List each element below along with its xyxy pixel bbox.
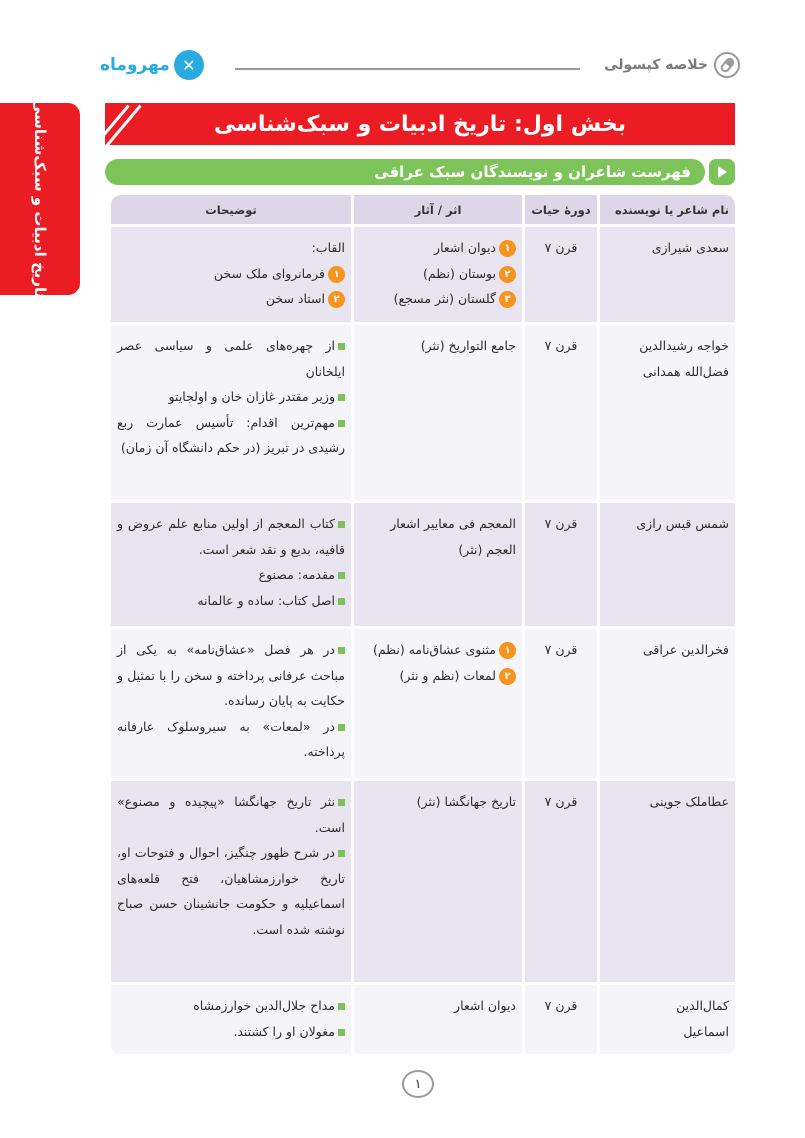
- subsection-title: فهرست شاعران و نویسندگان سبک عراقی: [374, 163, 691, 181]
- poet-name: خواجه رشیدالدین: [639, 338, 729, 353]
- subsection-banner: [105, 159, 735, 185]
- work-title: دیوان اشعار: [434, 240, 496, 255]
- work-item: [360, 993, 516, 1019]
- green-square-bullet-icon: [338, 1029, 345, 1036]
- work-title: گلستان (نثر مسجع): [393, 291, 496, 306]
- note-text: وزیر مقتدر غازان خان و اولجایتو: [168, 389, 335, 404]
- note-item: [117, 235, 345, 261]
- note-item: [117, 511, 345, 562]
- note-item: [117, 993, 345, 1019]
- cell-notes: [111, 227, 351, 325]
- cell-name: [600, 781, 735, 985]
- note-text: در «لمعات» به سیروسلوک عارفانه پرداخته.: [117, 718, 345, 759]
- cell-name: [600, 629, 735, 781]
- note-item: [117, 410, 345, 461]
- green-square-bullet-icon: [338, 343, 345, 350]
- work-title: بوستان (نظم): [423, 265, 496, 281]
- number-badge: ۱: [499, 240, 516, 257]
- note-item: [117, 562, 345, 588]
- cell-notes: [111, 985, 351, 1057]
- note-item: [117, 384, 345, 410]
- poet-name: اسماعیل: [683, 1023, 729, 1039]
- cell-era: قرن ۷: [525, 227, 597, 325]
- note-text: مغولان او را کشتند.: [233, 1023, 335, 1039]
- note-text: استاد سخن: [265, 291, 325, 306]
- section-banner: [105, 103, 735, 145]
- note-text: نثر تاریخ جهانگشا «پیچیده و مصنوع» است.: [117, 794, 345, 835]
- green-square-bullet-icon: [338, 598, 345, 605]
- note-text: از چهره‌های علمی و سیاسی عصر ایلخانان: [117, 338, 345, 379]
- green-square-bullet-icon: [338, 394, 345, 401]
- cell-notes: [111, 503, 351, 629]
- number-badge: ۲: [328, 291, 345, 308]
- play-arrow-icon: [709, 159, 735, 185]
- table-row: [111, 325, 735, 503]
- work-title: المعجم فی معاییر اشعار العجم (نثر): [390, 516, 516, 557]
- cell-works: [354, 781, 522, 985]
- poet-name: شمس قیس رازی: [636, 516, 729, 531]
- note-text: مقدمه: مصنوع: [258, 567, 335, 582]
- number-badge: ۲: [499, 668, 516, 685]
- number-badge: ۲: [499, 266, 516, 283]
- number-badge: ۱: [499, 642, 516, 659]
- work-title: مثنوی عشاق‌نامه (نظم): [372, 642, 496, 657]
- cell-works: [354, 629, 522, 781]
- work-item: [360, 789, 516, 815]
- note-text: اصل کتاب: ساده و عالمانه: [197, 592, 335, 608]
- capsule-icon: [714, 52, 740, 78]
- brand-name: مهروماه: [100, 55, 170, 75]
- cell-era: قرن ۷: [525, 629, 597, 781]
- cell-era: قرن ۷: [525, 781, 597, 985]
- note-item: [117, 789, 345, 840]
- green-square-bullet-icon: [338, 724, 345, 731]
- green-square-bullet-icon: [338, 850, 345, 857]
- note-text: مهم‌ترین اقدام: تأسیس عمارت ربع رشیدی در تبریز (در حکم دانشگاه آن زمان): [117, 414, 345, 455]
- green-square-bullet-icon: [338, 647, 345, 654]
- number-badge: ۱: [328, 266, 345, 283]
- cell-works: [354, 503, 522, 629]
- cell-notes: [111, 781, 351, 985]
- column-header-notes: توضیحات: [111, 195, 351, 227]
- cell-works: [354, 325, 522, 503]
- column-header-works: اثر / آثار: [354, 195, 522, 227]
- header-title: [604, 52, 740, 78]
- work-title: لمعات (نظم و نثر): [399, 667, 496, 683]
- poet-name: فخرالدین عراقی: [643, 642, 729, 657]
- note-item: [117, 714, 345, 765]
- page-header: [100, 48, 740, 84]
- cell-name: [600, 325, 735, 503]
- column-header-era: دورهٔ حیات: [525, 195, 597, 227]
- work-item: [360, 261, 516, 287]
- note-item: [117, 1019, 345, 1045]
- green-square-bullet-icon: [338, 799, 345, 806]
- table-header-row: [111, 195, 735, 227]
- note-item: [117, 261, 345, 287]
- brand: [100, 50, 204, 80]
- green-square-bullet-icon: [338, 572, 345, 579]
- work-item: [360, 511, 516, 562]
- cell-works: [354, 227, 522, 325]
- poet-name: کمال‌الدین: [676, 998, 729, 1013]
- poets-table: [105, 195, 735, 1057]
- butterfly-icon: ✕: [174, 50, 204, 80]
- cell-era: قرن ۷: [525, 325, 597, 503]
- note-text: در هر فصل «عشاق‌نامه» به یکی از مباحث عرفانی پرداخته و سخن را با تمثیل و حکایت به پایان رسانده.: [117, 642, 345, 708]
- table-row: [111, 629, 735, 781]
- cell-notes: [111, 325, 351, 503]
- note-item: [117, 588, 345, 614]
- green-square-bullet-icon: [338, 521, 345, 528]
- note-text: فرمانروای ملک سخن: [213, 265, 325, 281]
- table-row: [111, 781, 735, 985]
- note-text: در شرح ظهور چنگیز، احوال و فتوحات او، تاریخ خوارزمشاهیان، فتح قلعه‌های اسماعیلیه و حکومت جانشینان حسن صباح نوشته شده است.: [117, 845, 345, 937]
- number-badge: ۳: [499, 291, 516, 308]
- table-row: [111, 227, 735, 325]
- poet-name: عطاملک جوینی: [649, 794, 729, 809]
- cell-notes: [111, 629, 351, 781]
- work-item: [360, 663, 516, 689]
- note-text: کتاب المعجم از اولین منابع علم عروض و قافیه، بدیع و نقد شعر است.: [117, 516, 345, 557]
- subsection-pill: [105, 159, 705, 185]
- cell-name: [600, 503, 735, 629]
- note-item: [117, 637, 345, 714]
- section-title: بخش اول: تاریخ ادبیات و سبک‌شناسی: [214, 111, 626, 137]
- cell-era: قرن ۷: [525, 985, 597, 1057]
- work-title: جامع التواریخ (نثر): [420, 338, 516, 353]
- cell-works: [354, 985, 522, 1057]
- note-text: مداح جلال‌الدین خوارزمشاه: [193, 998, 335, 1013]
- work-title: دیوان اشعار: [454, 998, 516, 1013]
- work-item: [360, 286, 516, 312]
- header-divider: [235, 68, 580, 70]
- green-square-bullet-icon: [338, 1003, 345, 1010]
- work-item: [360, 637, 516, 663]
- poet-name: فضل‌الله همدانی: [642, 363, 729, 379]
- note-item: [117, 333, 345, 384]
- header-title-text: خلاصه کپسولی: [604, 57, 708, 73]
- note-item: [117, 286, 345, 312]
- poet-name: سعدی شیرازی: [651, 240, 729, 255]
- note-item: [117, 840, 345, 942]
- cell-name: [600, 227, 735, 325]
- work-item: [360, 333, 516, 359]
- green-square-bullet-icon: [338, 420, 345, 427]
- table-row: [111, 503, 735, 629]
- work-title: تاریخ جهانگشا (نثر): [416, 794, 516, 809]
- side-tab-label: تاریخ ادبیات و سبک‌شناسی: [31, 99, 49, 299]
- side-chapter-tab: [0, 99, 80, 299]
- column-header-name: نام شاعر یا نویسنده: [600, 195, 735, 227]
- note-text: القاب:: [311, 240, 345, 255]
- table-row: [111, 985, 735, 1057]
- cell-name: [600, 985, 735, 1057]
- cell-era: قرن ۷: [525, 503, 597, 629]
- work-item: [360, 235, 516, 261]
- page-number: ۱: [402, 1070, 434, 1098]
